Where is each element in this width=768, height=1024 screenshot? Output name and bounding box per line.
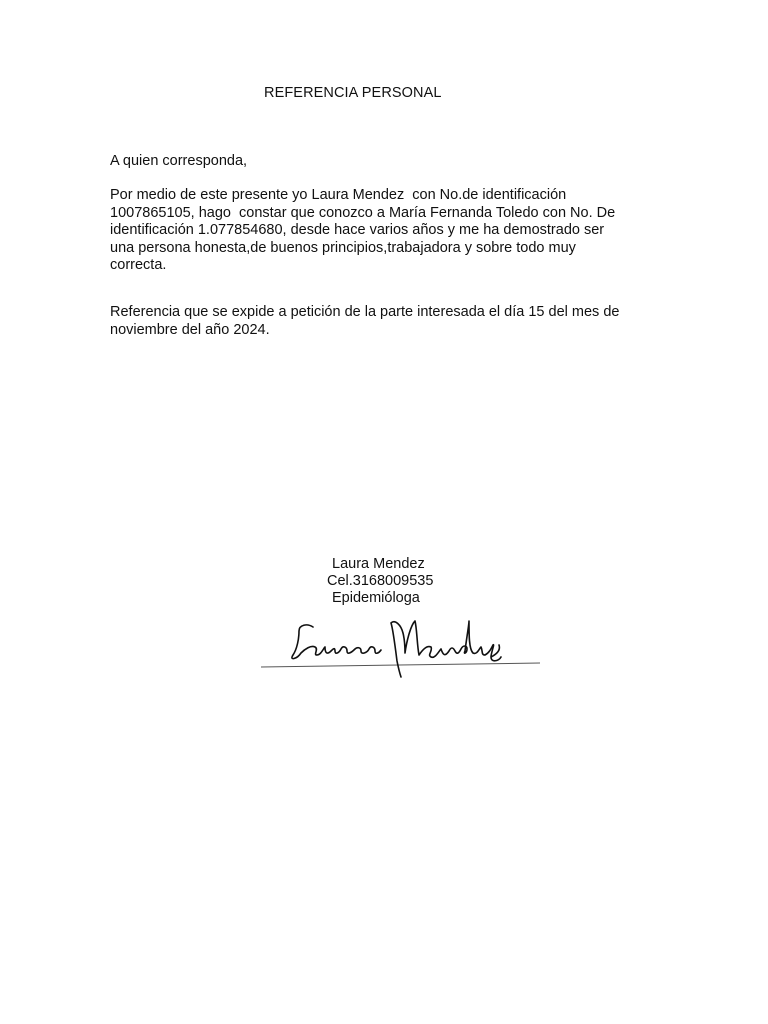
body-paragraph — [110, 187, 615, 275]
body-line: Por medio de este presente yo Laura Mendez con No.de identificación — [110, 187, 567, 203]
signer-role: Epidemióloga — [332, 590, 420, 606]
body-line: identificación 1.077854680, desde hace varios años y me ha demostrado ser — [110, 222, 605, 238]
body-line: correcta. — [110, 257, 167, 273]
handwritten-signature — [255, 605, 550, 685]
body-line: 1007865105, hago constar que conozco a María Fernanda Toledo con No. De — [110, 204, 616, 221]
closing-paragraph — [110, 304, 619, 339]
greeting: A quien corresponda, — [110, 153, 248, 169]
document-title: REFERENCIA PERSONAL — [264, 85, 442, 101]
body-line: una persona honesta,de buenos principios,trabajadora y sobre todo muy — [110, 239, 576, 256]
closing-line: noviembre del año 2024. — [110, 321, 270, 338]
signer-phone: Cel.3168009535 — [327, 573, 434, 589]
closing-line: Referencia que se expide a petición de la parte interesada el día 15 del mes de — [110, 304, 620, 320]
signer-name: Laura Mendez — [332, 556, 425, 572]
